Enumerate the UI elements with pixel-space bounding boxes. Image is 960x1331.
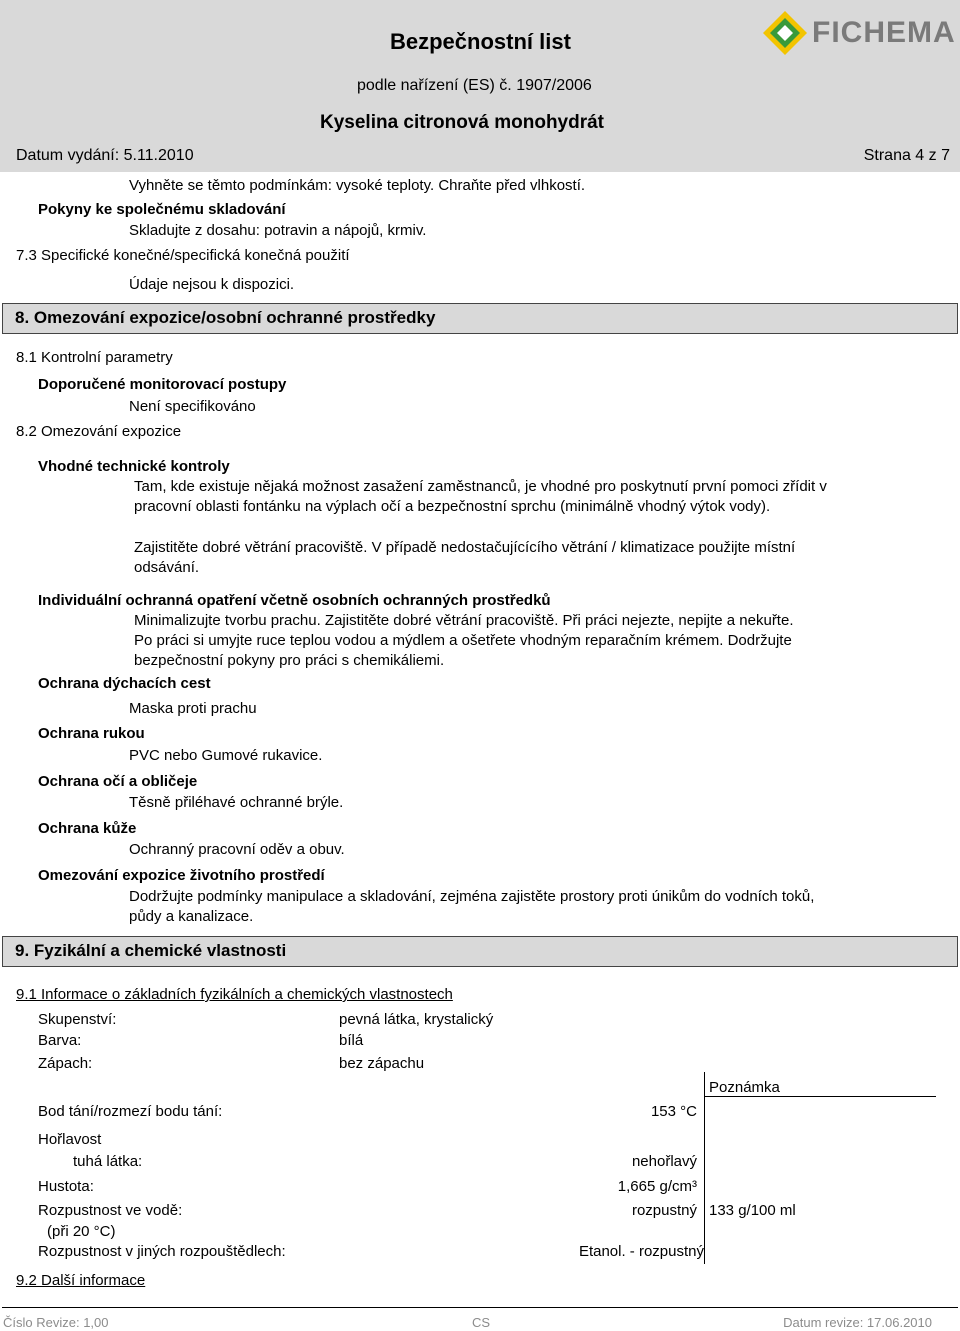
section-8-title: 8. Omezování expozice/osobní ochranné prostředky — [15, 308, 436, 327]
section-9-2-heading: 9.2 Další informace — [16, 1272, 146, 1289]
density-label: Hustota: — [38, 1178, 94, 1195]
section-8-1-heading: 8.1 Kontrolní parametry — [16, 349, 173, 366]
property-value-odor: bez zápachu — [339, 1055, 425, 1072]
solid-flammability-value: nehořlavý — [631, 1153, 697, 1170]
issue-date: Datum vydání: 5.11.2010 — [16, 147, 194, 164]
tech-controls-paragraph-1: Tam, kde existuje nějaká možnost zasažení zaměstnanců, je vhodné pro poskytnutí první pomoci zřídit v pracovní oblasti fontánku na výplach očí a bezpečnostní sprchu (minimálně vhodný výtok vody). — [134, 478, 827, 515]
eye-protection-heading: Ochrana očí a obličeje — [38, 773, 198, 790]
section-8-header — [2, 303, 958, 334]
logo-text: FICHEMA — [812, 16, 956, 49]
note-column-header: Poznámka — [709, 1079, 780, 1096]
solid-flammability-label: tuhá látka: — [73, 1153, 143, 1170]
water-solubility-note: 133 g/100 ml — [709, 1202, 796, 1219]
storage-heading: Pokyny ke společnému skladování — [38, 201, 286, 218]
respiratory-heading: Ochrana dýchacích cest — [38, 675, 211, 692]
density-value: 1,665 g/cm³ — [617, 1178, 697, 1195]
storage-text: Skladujte z dosahu: potravin a nápojů, krmiv. — [129, 222, 427, 239]
section-7-3-text: Údaje nejsou k dispozici. — [129, 276, 295, 293]
other-solubility-value: Etanol. - rozpustný — [578, 1243, 704, 1260]
environment-heading: Omezování expozice životního prostředí — [38, 867, 325, 884]
product-name: Kyselina citronová monohydrát — [320, 112, 605, 133]
respiratory-text: Maska proti prachu — [129, 700, 257, 717]
logo-mark-icon — [760, 8, 810, 58]
ppe-heading: Individuální ochranná opatření včetně osobních ochranných prostředků — [38, 592, 551, 609]
property-label-state: Skupenství: — [38, 1011, 117, 1028]
tech-controls-heading: Vhodné technické kontroly — [38, 458, 230, 475]
melting-point-label: Bod tání/rozmezí bodu tání: — [38, 1103, 223, 1120]
hand-protection-heading: Ochrana rukou — [38, 725, 145, 742]
note-column-divider — [704, 1072, 705, 1264]
section-9-header — [2, 936, 958, 967]
melting-point-value: 153 °C — [650, 1103, 697, 1120]
footer-language: CS — [472, 1315, 491, 1330]
water-solubility-label: Rozpustnost ve vodě: — [38, 1202, 183, 1219]
page-number: Strana 4 z 7 — [863, 147, 950, 164]
footer-rule — [2, 1307, 958, 1308]
monitoring-heading: Doporučené monitorovací postupy — [38, 376, 287, 393]
ppe-paragraph-1: Minimalizujte tvorbu prachu. Zajistitěte dobré větrání pracoviště. Při práci nejezte, nepijte a nekuřte. — [134, 612, 794, 629]
footer-revision-date: Datum revize: 17.06.2010 — [783, 1315, 932, 1330]
property-label-color: Barva: — [38, 1032, 82, 1049]
section-8-2-heading: 8.2 Omezování expozice — [16, 423, 182, 440]
skin-protection-heading: Ochrana kůže — [38, 820, 137, 837]
water-solubility-value: rozpustný — [631, 1202, 697, 1219]
property-value-state: pevná látka, krystalický — [339, 1011, 494, 1028]
section-9-title: 9. Fyzikální a chemické vlastnosti — [15, 941, 287, 960]
property-label-odor: Zápach: — [38, 1055, 93, 1072]
company-logo — [760, 8, 955, 58]
monitoring-text: Není specifikováno — [129, 398, 256, 415]
water-solubility-temperature: (při 20 °C) — [47, 1223, 116, 1240]
footer-revision-number: Číslo Revize: 1,00 — [3, 1315, 109, 1330]
document-title: Bezpečnostní list — [390, 29, 571, 54]
note-header-rule — [704, 1096, 936, 1097]
regulation-subtitle: podle nařízení (ES) č. 1907/2006 — [357, 77, 592, 94]
avoid-conditions: Vyhněte se těmto podmínkám: vysoké teploty. Chraňte před vlhkostí. — [129, 177, 586, 194]
hand-protection-text: PVC nebo Gumové rukavice. — [129, 747, 323, 764]
section-9-1-heading: 9.1 Informace o základních fyzikálních a chemických vlastnostech — [16, 986, 453, 1003]
tech-controls-paragraph-2: Zajistitěte dobré větrání pracoviště. V případě nedostačujícícího větrání / klimatizace použijte místní odsávání. — [134, 539, 796, 576]
flammability-label: Hořlavost — [38, 1131, 102, 1148]
ppe-paragraph-2: Po práci si umyjte ruce teplou vodou a mýdlem a ošetřete vhodným reparačním krémem. Dodržujte bezpečnostní pokyny pro práci s chemikáliemi. — [134, 632, 792, 669]
environment-text: Dodržujte podmínky manipulace a skladování, zejména zajistěte prostory proti únikům do vodních toků, půdy a kanalizace. — [129, 888, 815, 925]
property-value-color: bílá — [339, 1032, 364, 1049]
section-7-3-heading: 7.3 Specifické konečné/specifická konečná použití — [16, 247, 350, 264]
other-solubility-label: Rozpustnost v jiných rozpouštědlech: — [38, 1243, 286, 1260]
eye-protection-text: Těsně přiléhavé ochranné brýle. — [129, 794, 344, 811]
skin-protection-text: Ochranný pracovní oděv a obuv. — [129, 841, 345, 858]
